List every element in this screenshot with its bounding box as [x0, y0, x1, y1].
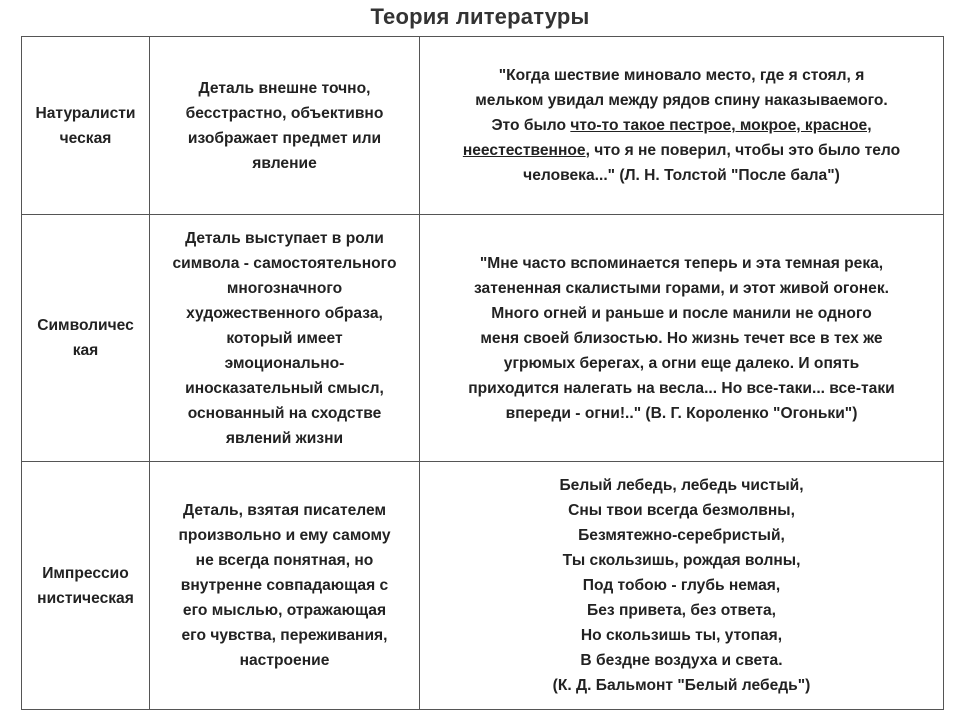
type-line: Натуралисти: [35, 104, 136, 122]
definition-line: который имеет: [226, 329, 343, 347]
poem-line: Сны твои всегда безмолвны,: [568, 502, 795, 519]
type-line: Символичес: [37, 317, 134, 334]
definition-line: многозначного: [226, 279, 343, 297]
example-line: [426, 138, 937, 163]
detail-type-cell: [22, 462, 150, 710]
detail-type-cell: [22, 37, 150, 215]
example-cell: [420, 215, 944, 462]
example-line: "Мне часто вспоминается теперь и эта темная река,: [479, 254, 884, 272]
definition-cell: [150, 37, 420, 215]
table-row: [22, 462, 944, 710]
definition-line: внутренне совпадающая с: [180, 577, 389, 594]
example-cell: [420, 462, 944, 710]
example-line: впереди - огни!.." (В. Г. Короленко "Огоньки"): [505, 404, 858, 422]
definition-line: настроение: [239, 652, 330, 669]
definition-line: явлений жизни: [225, 429, 344, 447]
example-line: Много огней и раньше и после манили не одного: [491, 304, 872, 322]
definition-line: бесстрастно, объективно: [185, 104, 384, 122]
definition-line: эмоционально-: [224, 354, 345, 372]
underlined-text: что-то такое пестрое, мокрое, красное,: [570, 117, 872, 134]
poem-line: Ты скользишь, рождая волны,: [562, 552, 801, 569]
definition-line: иносказательный смысл,: [185, 379, 384, 397]
underlined-text: неестественное: [462, 142, 586, 159]
type-line: ческая: [59, 129, 112, 147]
definition-line: основанный на сходстве: [187, 404, 382, 422]
table-row: [22, 215, 944, 462]
definition-line: его мыслью, отражающая: [182, 602, 387, 619]
type-line: кая: [72, 342, 99, 359]
definition-line: не всегда понятная, но: [195, 552, 374, 569]
poem-line: Но скользишь ты, утопая,: [580, 627, 783, 644]
table-row: [22, 37, 944, 215]
detail-type-cell: [22, 215, 150, 462]
example-text: Это было: [491, 117, 571, 134]
definition-line: художественного образа,: [186, 304, 383, 322]
definition-cell: [150, 215, 420, 462]
example-line: [426, 113, 937, 138]
example-text: , что я не поверил, чтобы это было тело: [585, 142, 901, 159]
example-line: угрюмых берегах, а огни еще далеко. И опять: [503, 354, 860, 372]
definition-line: символа - самостоятельного: [172, 254, 397, 272]
definition-line: Деталь, взятая писателем: [183, 502, 386, 519]
page-title: Теория литературы: [370, 4, 590, 29]
definition-line: его чувства, переживания,: [181, 627, 388, 644]
poem-line: Безмятежно-серебристый,: [578, 527, 785, 544]
poem-line: Белый лебедь, лебедь чистый,: [559, 477, 804, 494]
example-line: затененная скалистыми горами, и этот живой огонек.: [474, 279, 889, 297]
example-line: приходится налегать на весла... Но все-таки... все-таки: [468, 379, 895, 397]
definition-line: Деталь выступает в роли: [185, 229, 384, 247]
definition-line: Деталь внешне точно,: [198, 79, 371, 97]
example-cell: [420, 37, 944, 215]
poem-line: Под тобою - глубь немая,: [582, 577, 781, 594]
poem-attribution: (К. Д. Бальмонт "Белый лебедь"): [552, 677, 811, 694]
example-line: человека..." (Л. Н. Толстой "После бала"): [523, 167, 840, 184]
example-line: "Когда шествие миновало место, где я стоял, я: [498, 67, 865, 84]
detail-types-table: [21, 36, 944, 710]
poem-line: В бездне воздуха и света.: [580, 652, 783, 669]
definition-line: явление: [252, 154, 317, 172]
example-line: мельком увидал между рядов спину наказываемого.: [475, 92, 888, 109]
type-line: Импрессио: [42, 564, 129, 582]
definition-line: изображает предмет или: [187, 129, 382, 147]
definition-line: произвольно и ему самому: [178, 527, 391, 544]
poem-line: Без привета, без ответа,: [587, 602, 776, 619]
example-line: меня своей близостью. Но жизнь течет все в тех же: [480, 329, 883, 347]
definition-cell: [150, 462, 420, 710]
type-line: нистическая: [37, 589, 134, 607]
